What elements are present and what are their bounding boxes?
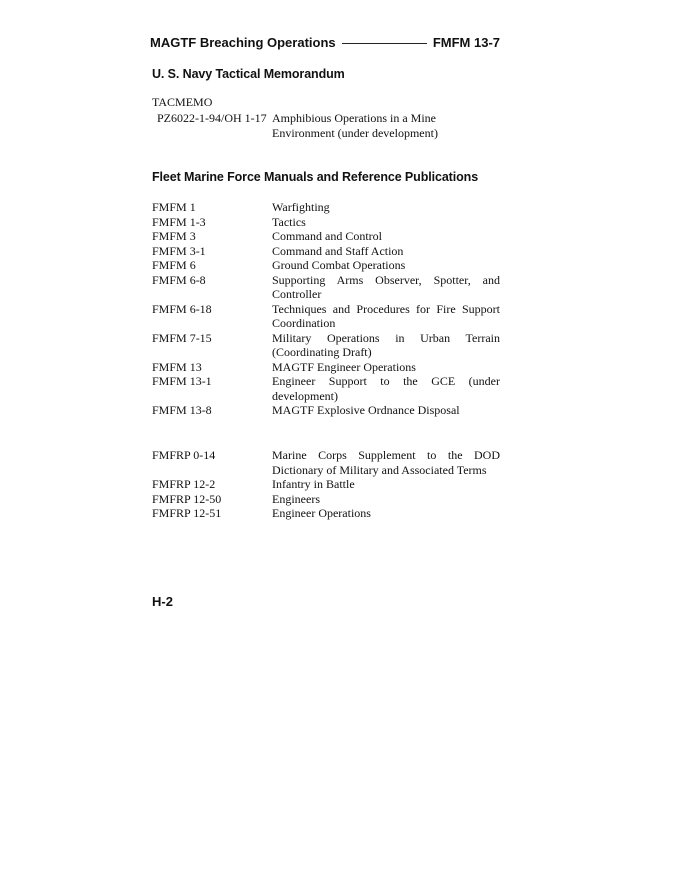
- header-rule: [342, 43, 427, 44]
- tacmemo-label: TACMEMO: [152, 95, 213, 109]
- pub-title: MAGTF Engineer Operations: [272, 359, 416, 374]
- pub-code: FMFM 6: [152, 258, 196, 272]
- pub-title: Engineers: [272, 491, 320, 506]
- list-item: [152, 215, 502, 230]
- list-item: [152, 448, 502, 477]
- pub-code: FMFM 1-3: [152, 214, 206, 229]
- pub-code: FMFRP 12-2: [152, 477, 216, 491]
- pub-code: FMFRP 0-14: [152, 448, 216, 462]
- tacmemo-description: Amphibious Operations in a Mine Environment (under development): [272, 111, 438, 140]
- pub-title: Warfighting: [272, 200, 330, 214]
- pub-code: FMFM 6-8: [152, 272, 206, 287]
- pub-title: Command and Staff Action: [272, 243, 404, 258]
- tacmemo-code: PZ6022-1-94/OH 1-17: [157, 111, 267, 125]
- list-item: [152, 360, 502, 375]
- pub-code: FMFM 1: [152, 200, 196, 214]
- pub-code: FMFM 3: [152, 229, 196, 243]
- pub-title: Infantry in Battle: [272, 477, 355, 491]
- pub-title: Command and Control: [272, 229, 382, 243]
- pub-title: Ground Combat Operations: [272, 258, 406, 272]
- list-item: [152, 492, 502, 507]
- pub-title: Tactics: [272, 214, 306, 229]
- pub-title: Techniques and Procedures for Fire Support Coordination: [272, 301, 500, 330]
- pub-title: Marine Corps Supplement to the DOD Dictionary of Military and Associated Terms: [272, 448, 500, 477]
- fmf-section-title: Fleet Marine Force Manuals and Reference Publications: [152, 170, 479, 184]
- fmfrp-list: [152, 448, 502, 521]
- running-header: [150, 33, 500, 51]
- pub-code: FMFRP 12-50: [152, 491, 222, 506]
- list-item: [152, 200, 502, 215]
- pub-code: FMFM 7-15: [152, 330, 212, 345]
- header-manual-number: FMFM 13-7: [432, 34, 500, 50]
- header-chapter-title: MAGTF Breaching Operations: [150, 34, 336, 50]
- page-number: H-2: [152, 594, 173, 609]
- fmfm-list: [152, 200, 502, 418]
- pub-code: FMFM 3-1: [152, 243, 206, 258]
- list-item: [152, 374, 502, 403]
- pub-code: FMFRP 12-51: [152, 506, 222, 520]
- list-item: [152, 403, 502, 418]
- list-item: [152, 302, 502, 331]
- pub-title: Supporting Arms Observer, Spotter, and Controller: [272, 272, 500, 301]
- list-item: [152, 331, 502, 360]
- list-item: [152, 244, 502, 259]
- list-item: [152, 477, 502, 492]
- pub-title: MAGTF Explosive Ordnance Disposal: [272, 403, 460, 417]
- pub-code: FMFM 13: [152, 359, 202, 374]
- tacmemo-entry: [157, 111, 507, 140]
- list-item: [152, 273, 502, 302]
- pub-code: FMFM 6-18: [152, 301, 212, 316]
- pub-title: Engineer Operations: [272, 506, 371, 520]
- navy-section-title: U. S. Navy Tactical Memorandum: [152, 67, 345, 81]
- list-item: [152, 506, 502, 521]
- pub-title: Engineer Support to the GCE (under development): [272, 374, 500, 403]
- list-item: [152, 258, 502, 273]
- pub-title: Military Operations in Urban Terrain (Coordinating Draft): [272, 330, 500, 359]
- pub-code: FMFM 13-8: [152, 403, 212, 417]
- list-item: [152, 229, 502, 244]
- pub-code: FMFM 13-1: [152, 374, 212, 388]
